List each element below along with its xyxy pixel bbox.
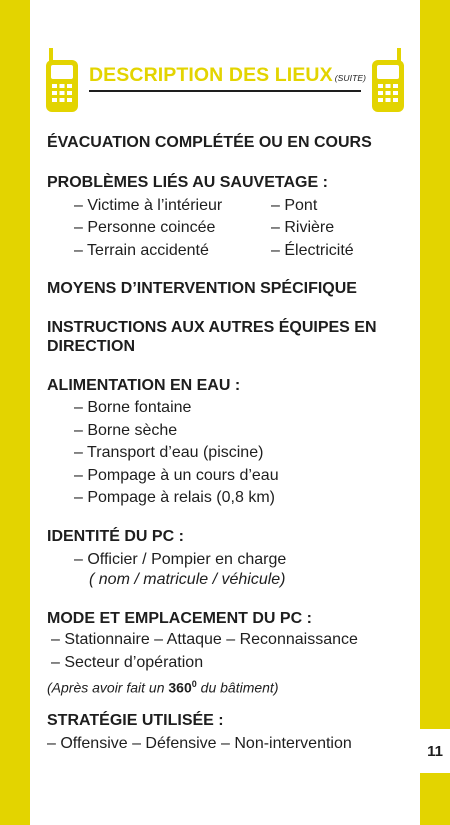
heading-mode: MODE ET EMPLACEMENT DU PC : xyxy=(47,610,312,627)
heading-sauvetage: PROBLÈMES LIÉS AU SAUVETAGE : xyxy=(47,174,328,191)
list-item: – Terrain accidenté xyxy=(74,242,209,259)
title-suffix: (SUITE) xyxy=(334,73,367,83)
list-item: – Officier / Pompier en charge xyxy=(74,551,287,568)
title-underline xyxy=(89,90,361,92)
list-item: – Pompage à un cours d’eau xyxy=(74,467,279,484)
heading-evacuation: ÉVACUATION COMPLÉTÉE OU EN COURS xyxy=(47,134,372,151)
mode-note-end: du bâtiment) xyxy=(196,679,279,696)
list-item: – Secteur d’opération xyxy=(51,654,204,671)
list-item: – Stationnaire – Attaque – Reconnaissance xyxy=(51,631,358,648)
list-item: – Pont xyxy=(271,197,318,214)
left-color-band xyxy=(0,0,30,825)
list-item: – Rivière xyxy=(271,219,335,236)
title-text: DESCRIPTION DES LIEUX xyxy=(89,64,333,86)
heading-instructions-cont: DIRECTION xyxy=(47,338,135,355)
pc-note: ( nom / matricule / véhicule) xyxy=(89,571,286,588)
mode-note-degrees: 360 xyxy=(168,679,192,696)
list-item: – Offensive – Défensive – Non-intervention xyxy=(47,735,352,752)
phone-icon xyxy=(372,48,404,112)
phone-icon xyxy=(46,48,78,112)
list-item: – Personne coincée xyxy=(74,219,216,236)
list-item: – Pompage à relais (0,8 km) xyxy=(74,489,275,506)
list-item: – Transport d’eau (piscine) xyxy=(74,444,264,461)
heading-eau: ALIMENTATION EN EAU : xyxy=(47,377,241,394)
heading-moyens: MOYENS D’INTERVENTION SPÉCIFIQUE xyxy=(47,280,357,297)
list-item: – Borne sèche xyxy=(74,422,178,439)
page-number: 11 xyxy=(420,729,450,773)
list-item: – Électricité xyxy=(271,242,354,259)
heading-pc: IDENTITÉ DU PC : xyxy=(47,528,184,545)
mode-note-sup: 0 xyxy=(191,679,197,689)
mode-note xyxy=(47,674,278,698)
heading-instructions: INSTRUCTIONS AUX AUTRES ÉQUIPES EN xyxy=(47,319,377,336)
list-item: – Borne fontaine xyxy=(74,399,192,416)
right-color-band xyxy=(420,0,450,825)
heading-strategie: STRATÉGIE UTILISÉE : xyxy=(47,712,224,729)
list-item: – Victime à l’intérieur xyxy=(74,197,223,214)
mode-note-start: (Après avoir fait un xyxy=(47,679,169,696)
page-title xyxy=(89,64,366,87)
